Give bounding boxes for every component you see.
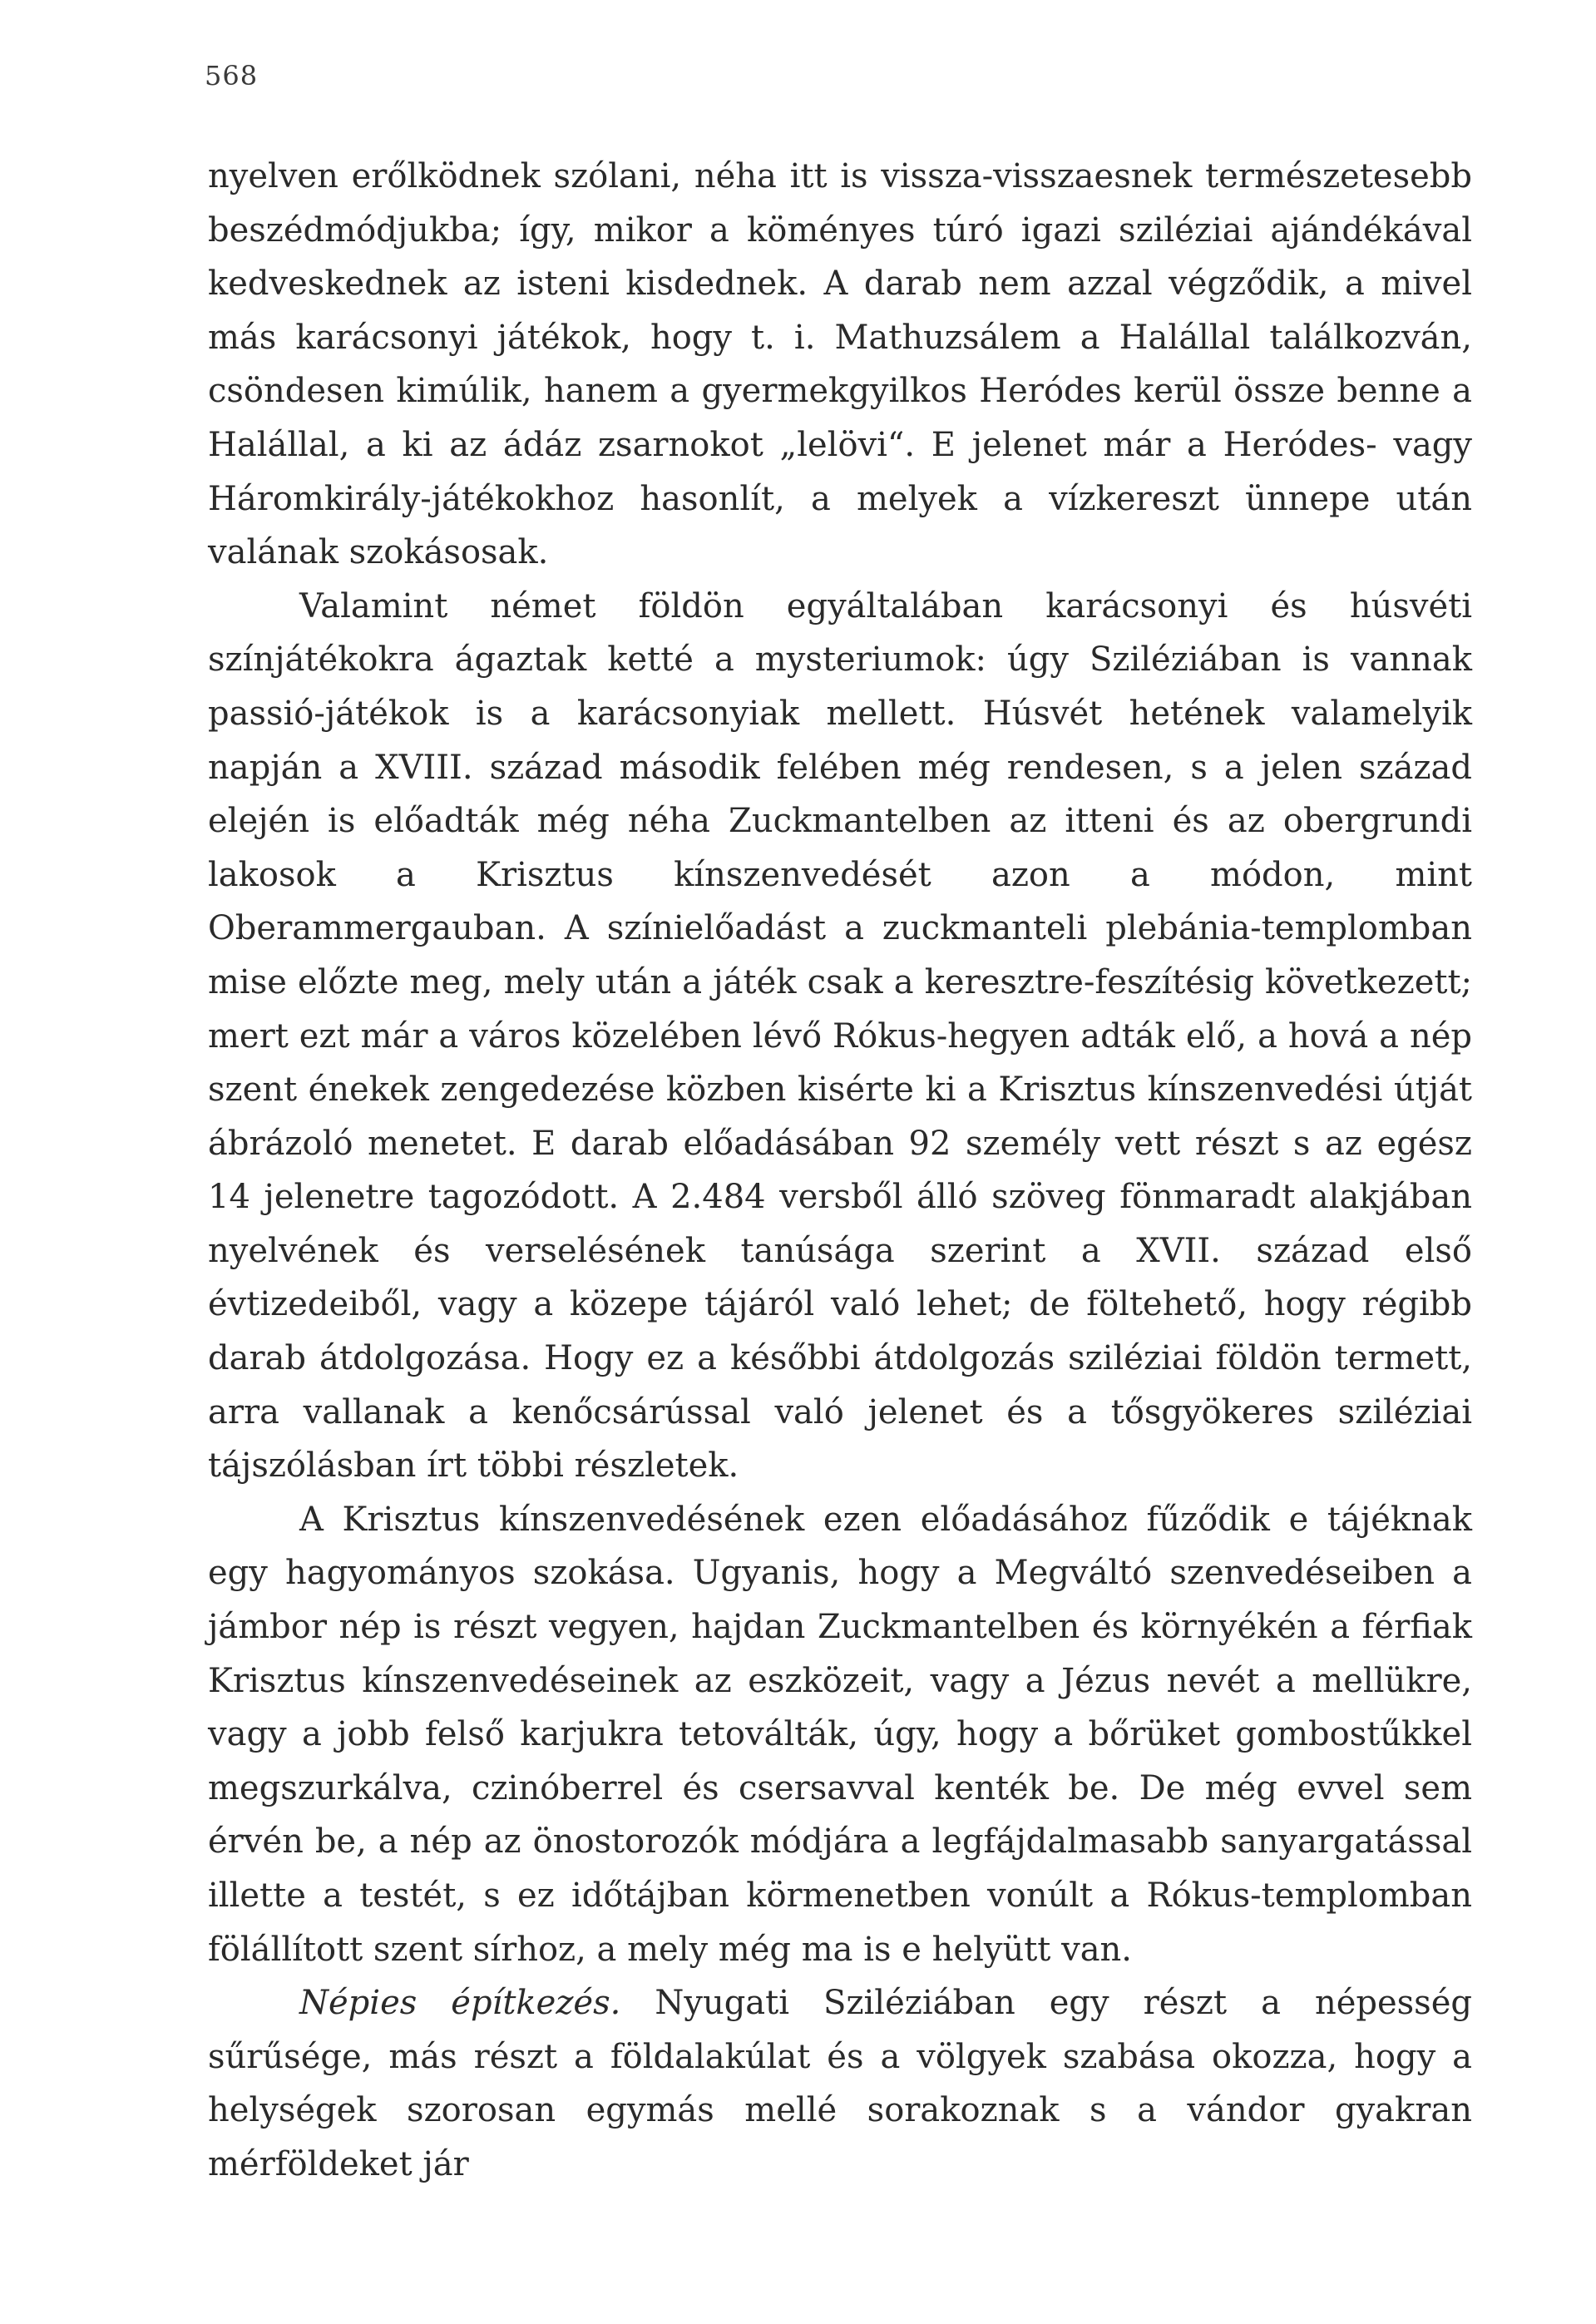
text-column [208,150,1472,2192]
paragraph-4 [208,1976,1472,2191]
paragraph-2: Valamint német földön egyáltalában karácsonyi és húsvéti színjátékokra ágaztak ketté a mysteriumok: úgy Sziléziában is vannak passió-játékok is a karácsonyiak mellett. Húsvét hetének valamelyik napján a XVIII. század második felében még rendesen, s a jelen század elején is előadták még néha Zuckmantelben az itteni és az obergrundi lakosok a Krisztus kínszenvedését azon a módon, mint Oberammergauban. A színielőadást a zuckmanteli plebánia-templomban mise előzte meg, mely után a játék csak a keresztre-feszítésig következett; mert ezt már a város közelében lévő Rókus-hegyen adták elő, a hová a nép szent énekek zengedezése közben kisérte ki a Krisztus kínszenvedési útját ábrázoló menetet. E darab előadásában 92 személy vett részt s az egész 14 jelenetre tagozódott. A 2.484 versből álló szöveg fönmaradt alakjában nyelvének és verselésének tanúsága szerint a XVII. század első évtizedeiből, vagy a közepe tájáról való lehet; de föltehető, hogy régibb darab átdolgozása. Hogy ez a későbbi átdolgozás sziléziai földön termett, arra vallanak a kenőcsárússal való jelenet és a tősgyökeres sziléziai tájszólásban írt többi részletek. [208,586,1472,1486]
paragraph-4-text: Nyugati Sziléziában egy részt a népesség sűrűsége, más részt a földalakúlat és a völgyek szabása okozza, hogy a helységek szorosan egymás mellé sorakoznak s a vándor gyakran mérföldeket jár [208,1984,1472,2183]
paragraph-3: A Krisztus kínszenvedésének ezen előadásához fűződik e tájéknak egy hagyományos szokása. Ugyanis, hogy a Megváltó szenvedéseiben a jámbor nép is részt vegyen, hajdan Zuckmantelben és környékén a férfiak Krisztus kínszenvedéseinek az eszközeit, vagy a Jézus nevét a mellükre, vagy a jobb felső karjukra tetoválták, úgy, hogy a bőrüket gombostűkkel megszurkálva, czinóberrel és csersavval kenték be. De még evvel sem érvén be, a nép az önostorozók módjára a legfájdalmasabb sanyargatással illette a testét, s ez időtájban körmenetben vonúlt a Rókus-templomban fölállított szent sírhoz, a mely még ma is e helyütt van. [208,1500,1472,1969]
paragraph-1: nyelven erőlködnek szólani, néha itt is vissza-visszaesnek természetesebb beszédmódjukba; így, mikor a köményes túró igazi sziléziai ajándékával kedveskednek az isteni kisdednek. A darab nem azzal végződik, a mivel más karácsonyi játékok, hogy t. i. Mathuzsálem a Halállal találkozván, csöndesen kimúlik, hanem a gyermekgyilkos Heródes kerül össze benne a Halállal, a ki az ádáz zsarnokot „lelövi“. E jelenet már a Heródes- vagy Háromkirály-játékokhoz hasonlít, a melyek a vízkereszt ünnepe után valának szokásosak. [208,157,1472,572]
page-number: 568 [205,60,259,91]
section-heading-italic: Népies építkezés. [299,1984,621,2023]
